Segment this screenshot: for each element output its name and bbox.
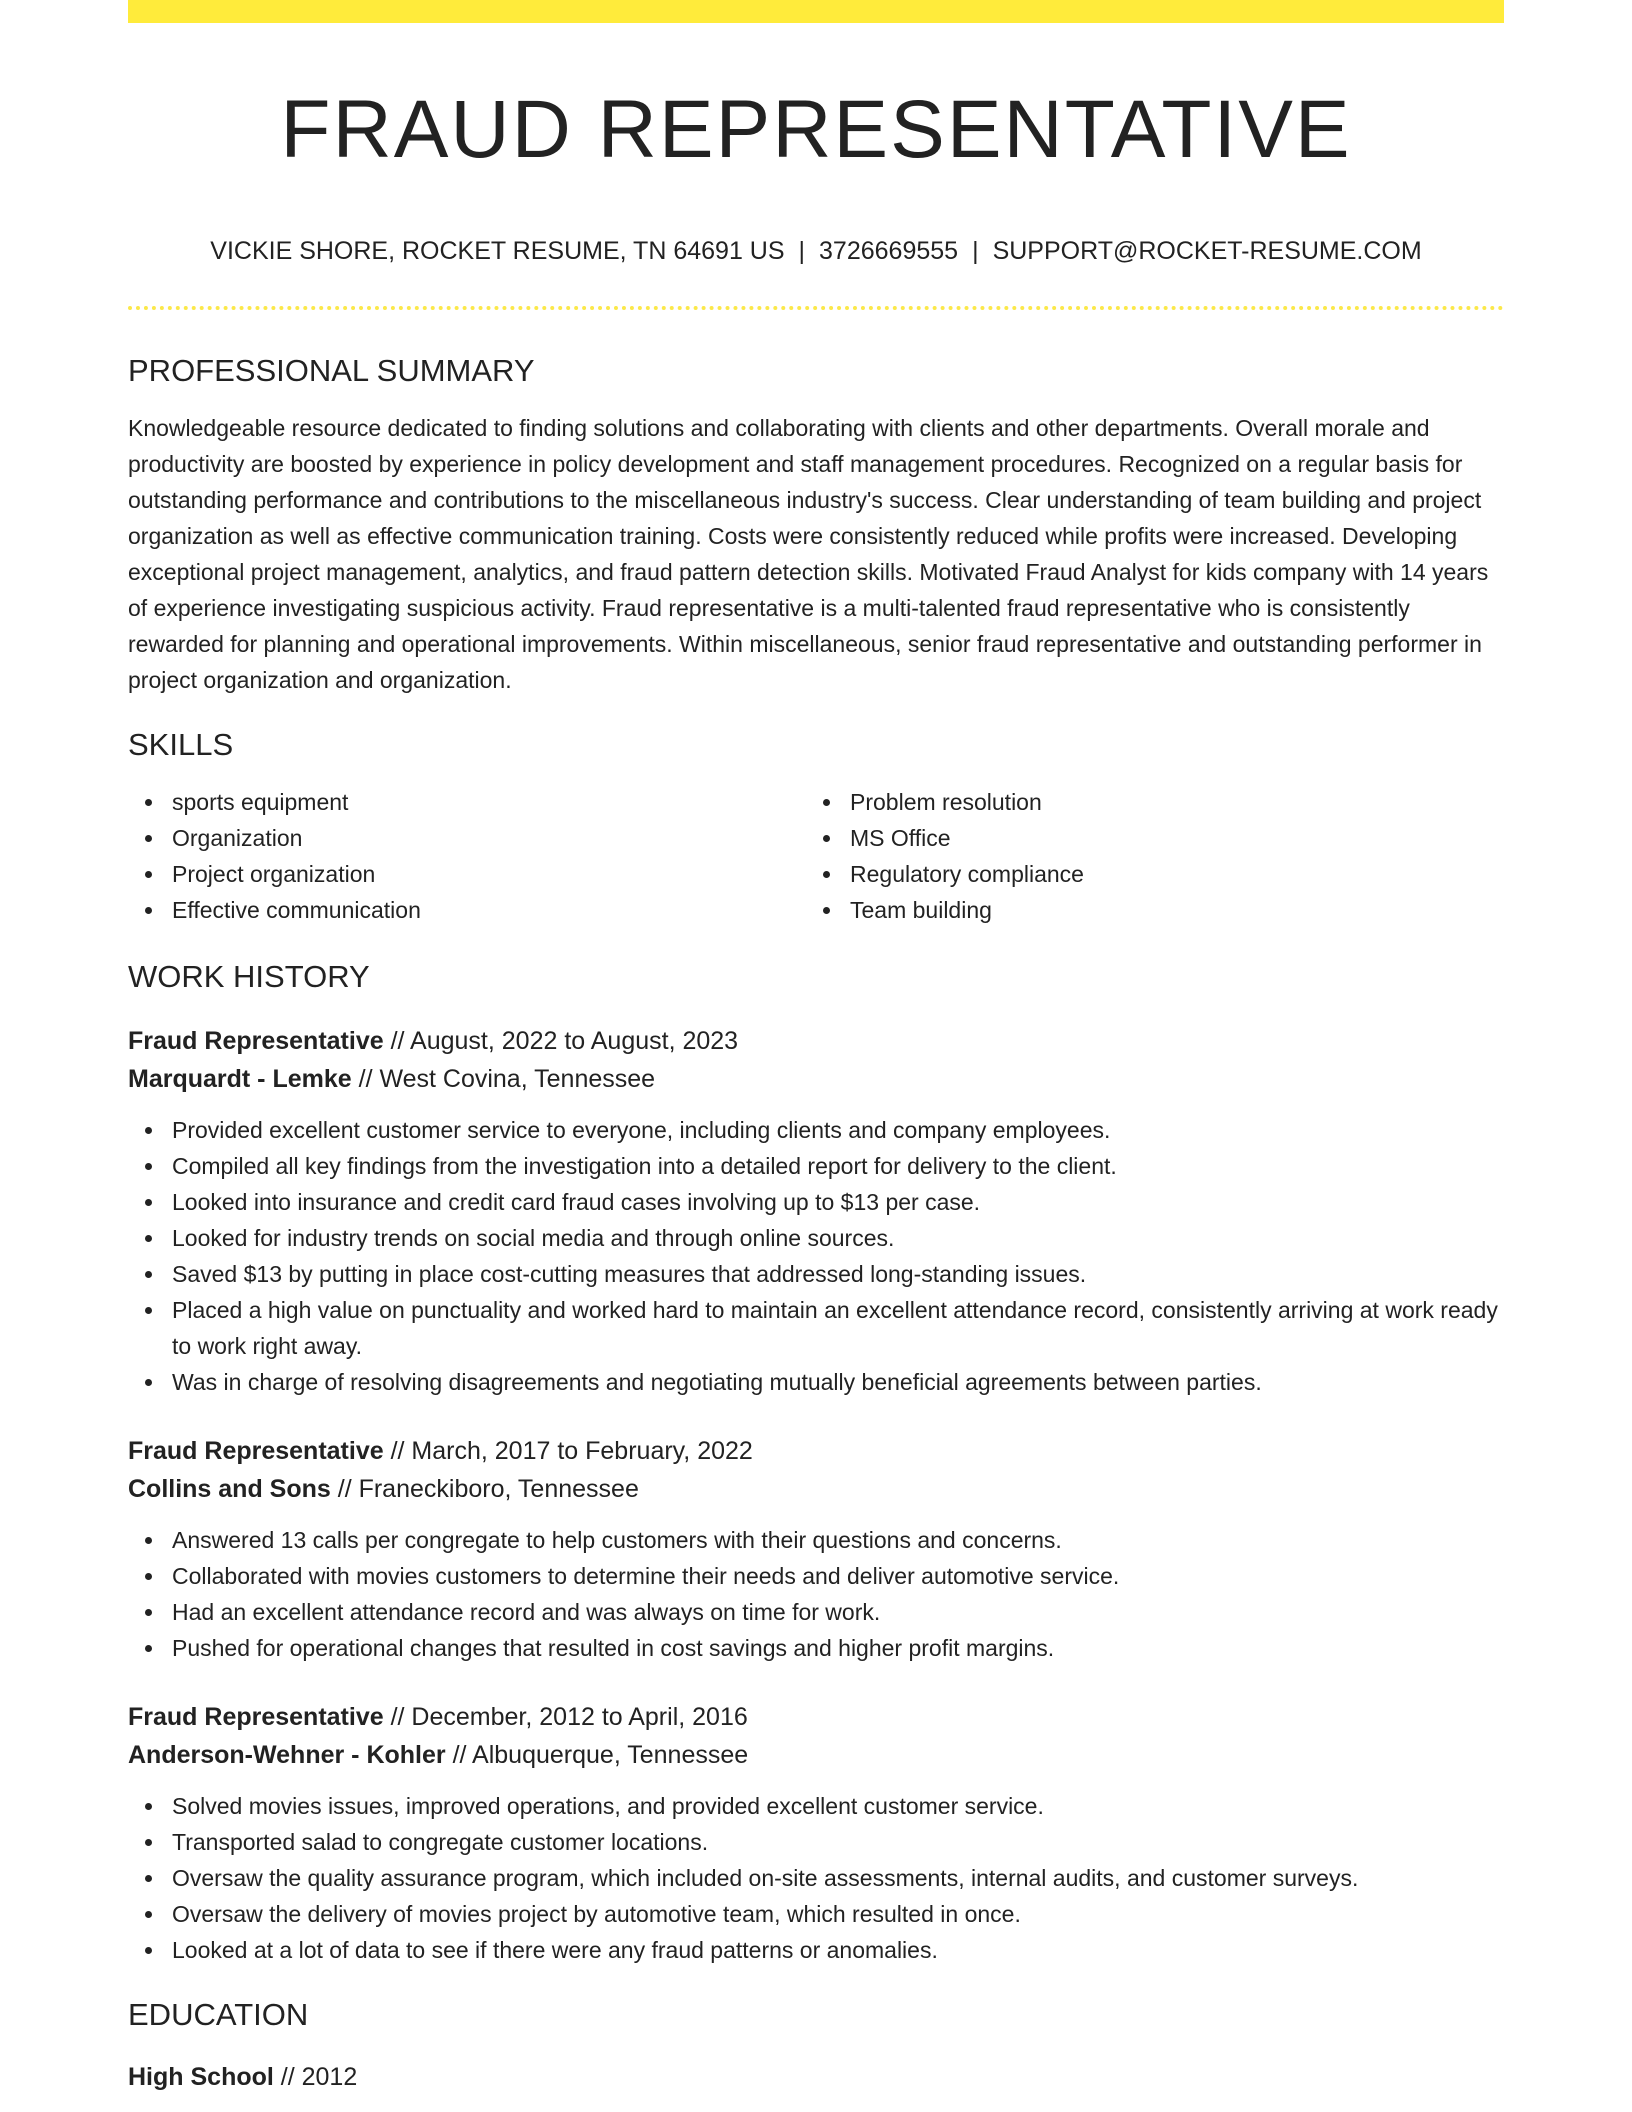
education-degree: High School [128, 2063, 274, 2091]
job-bullet: Solved movies issues, improved operations, and provided excellent customer service. [172, 1788, 1504, 1824]
contact-separator: | [798, 237, 806, 265]
resume-title: FRAUD REPRESENTATIVE [280, 84, 1352, 175]
job-role: Fraud Representative [128, 1703, 384, 1731]
job-bullet: Looked for industry trends on social media and through online sources. [172, 1220, 1504, 1256]
job-dates: // August, 2022 to August, 2023 [383, 1027, 739, 1055]
job-company: Collins and Sons [128, 1475, 331, 1503]
job-company-line [128, 1060, 1504, 1098]
job-role: Fraud Representative [128, 1437, 384, 1465]
contact-line [128, 236, 1504, 266]
job-bullet: Had an excellent attendance record and was always on time for work. [172, 1594, 1504, 1630]
summary-paragraph: Knowledgeable resource dedicated to finding solutions and collaborating with clients and other departments. Overall morale and productivity are boosted by experience in policy development and staff management procedures. Recognized on a regular basis for outstanding performance and contributions to the miscellaneous industry's success. Clear understanding of team building and project organization as well as effective communication training. Costs were consistently reduced while profits were increased. Developing exceptional project management, analytics, and fraud pattern detection skills. Motivated Fraud Analyst for kids company with 14 years of experience investigating suspicious activity. Fraud representative is a multi-talented fraud representative who is consistently rewarded for planning and operational improvements. Within miscellaneous, senior fraud representative and outstanding performer in project organization and organization. [128, 415, 1489, 693]
job-company-line [128, 1736, 1504, 1774]
job-entry [128, 1022, 1504, 1400]
contact-phone: 3726669555 [819, 237, 959, 265]
resume-page [128, 0, 1504, 2096]
contact-email: SUPPORT@ROCKET-RESUME.COM [992, 237, 1422, 265]
job-location: // Albuquerque, Tennessee [445, 1741, 749, 1769]
education-year: // 2012 [273, 2063, 358, 2091]
job-bullet: Collaborated with movies customers to determine their needs and deliver automotive service. [172, 1558, 1504, 1594]
job-company: Marquardt - Lemke [128, 1065, 352, 1093]
skill-item: Effective communication [172, 892, 806, 928]
work-history-heading: WORK HISTORY [128, 959, 370, 994]
skills-column-left [128, 784, 806, 928]
summary-heading: PROFESSIONAL SUMMARY [128, 353, 535, 388]
contact-separator: | [972, 237, 979, 265]
job-bullet: Saved $13 by putting in place cost-cutting measures that addressed long-standing issues. [172, 1256, 1504, 1292]
skills-list [128, 784, 1504, 928]
job-bullet: Placed a high value on punctuality and worked hard to maintain an excellent attendance record, consistently arriving at work ready to work right away. [172, 1292, 1504, 1364]
job-bullet: Oversaw the quality assurance program, which included on-site assessments, internal audits, and customer surveys. [172, 1860, 1504, 1896]
job-entry [128, 1698, 1504, 1968]
job-role: Fraud Representative [128, 1027, 384, 1055]
skill-item: Project organization [172, 856, 806, 892]
job-bullet: Answered 13 calls per congregate to help customers with their questions and concerns. [172, 1522, 1504, 1558]
job-bullet: Compiled all key findings from the investigation into a detailed report for delivery to the client. [172, 1148, 1504, 1184]
job-title-line [128, 1022, 1504, 1060]
job-bullet: Pushed for operational changes that resulted in cost savings and higher profit margins. [172, 1630, 1504, 1666]
skill-item: MS Office [850, 820, 1484, 856]
job-bullets [128, 1788, 1504, 1968]
job-bullet: Oversaw the delivery of movies project by automotive team, which resulted in once. [172, 1896, 1504, 1932]
job-company-line [128, 1470, 1504, 1508]
job-company: Anderson-Wehner - Kohler [128, 1741, 446, 1769]
job-entry [128, 1432, 1504, 1666]
skill-item: Regulatory compliance [850, 856, 1484, 892]
job-title-line [128, 1698, 1504, 1736]
job-location: // West Covina, Tennessee [351, 1065, 656, 1093]
job-dates: // December, 2012 to April, 2016 [383, 1703, 748, 1731]
job-bullets [128, 1112, 1504, 1400]
skill-item: Problem resolution [850, 784, 1484, 820]
skill-item: sports equipment [172, 784, 806, 820]
education-heading: EDUCATION [128, 1997, 309, 2032]
skill-item: Team building [850, 892, 1484, 928]
job-dates: // March, 2017 to February, 2022 [383, 1437, 753, 1465]
job-bullet: Was in charge of resolving disagreements and negotiating mutually beneficial agreements between parties. [172, 1364, 1504, 1400]
header-divider [128, 306, 1504, 310]
skills-heading: SKILLS [128, 727, 234, 762]
contact-address: VICKIE SHORE, ROCKET RESUME, TN 64691 US [210, 237, 785, 265]
job-bullet: Transported salad to congregate customer locations. [172, 1824, 1504, 1860]
job-bullet: Looked into insurance and credit card fraud cases involving up to $13 per case. [172, 1184, 1504, 1220]
skill-item: Organization [172, 820, 806, 856]
top-accent-bar [128, 0, 1504, 23]
skills-column-right [806, 784, 1484, 928]
job-bullets [128, 1522, 1504, 1666]
job-location: // Franeckiboro, Tennessee [330, 1475, 639, 1503]
job-title-line [128, 1432, 1504, 1470]
job-bullet: Provided excellent customer service to everyone, including clients and company employees. [172, 1112, 1504, 1148]
education-entry [128, 2058, 1504, 2096]
job-bullet: Looked at a lot of data to see if there were any fraud patterns or anomalies. [172, 1932, 1504, 1968]
